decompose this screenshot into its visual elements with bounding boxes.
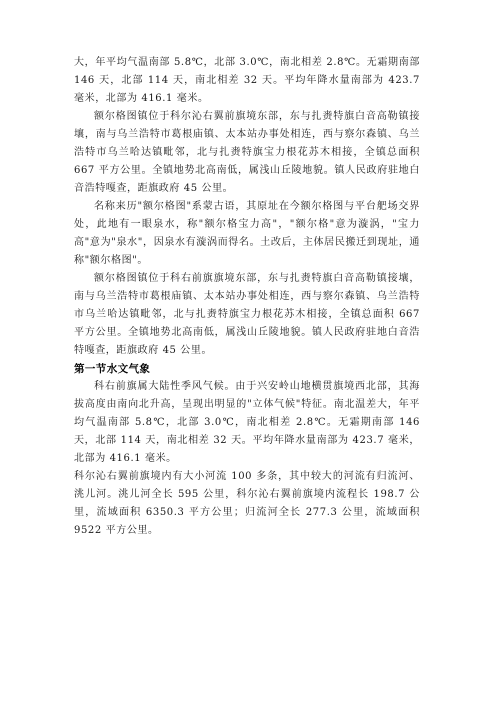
paragraph-ergetu-location: 额尔格图镇位于科尔沁右翼前旗境东部，东与扎赉特旗白音高勒镇接壤，南与乌兰浩特市葛根庙镇、太本站办事处相连，西与察尔森镇、乌兰浩特市乌兰哈达镇毗邻，北与扎赉特旗宝力根花苏木相接，全镇总面积 667 平方公里。全镇地势北高南低，属浅山丘陵地貌。镇人民政府驻地白音浩特嘎查，距旗政府 45 公里。 [74,111,420,194]
paragraph-rivers: 科尔沁右翼前旗境内有大小河流 100 多条，其中较大的河流有归流河、洮儿河。洮儿河全长 595 公里，科尔沁右翼前旗境内流程长 198.7 公里，流域面积 6350.3 平方公里；归流河全长 277.3 公里，流域面积 9522 平方公里。 [74,471,420,536]
paragraph-climate: 科右前旗属大陆性季风气候。由于兴安岭山地横贯旗境西北部，其海拔高度由南向北升高，呈现出明显的"立体气候"特征。南北温差大，年平均气温南部 5.8℃，北部 3.0℃，南北相差 2.8℃。无霜期南部 146 天，北部 114 天，南北相差 32 天。平均年降水量南部为 423.7 毫米，北部为 416.1 毫米。 [74,381,420,464]
section-heading: 第一节水文气象 [74,363,151,375]
paragraph-climate-continued: 大，年平均气温南部 5.8℃，北部 3.0℃，南北相差 2.8℃。无霜期南部 146 天，北部 114 天，南北相差 32 天。平均年降水量南部为 423.7 毫米，北部为 416.1 毫米。 [74,57,420,104]
paragraph-name-origin: 名称来历"额尔格图"系蒙古语，其原址在今额尔格图与平台舥场交界处，此地有一眼泉水，称"额尔格宝力高"，"额尔格"意为漩涡，"宝力高"意为"泉水"，因泉水有漩涡而得名。土改后，主体居民搬迁到现址，通称"额尔格图"。 [74,201,420,266]
paragraph-ergetu-location-repeat: 额尔格图镇位于科右前旗旗境东部，东与扎赉特旗白音高勒镇接壤，南与乌兰浩特市葛根庙镇、太本站办事处相连，西与察尔森镇、乌兰浩特市乌兰哈达镇毗邻，北与扎赉特旗宝力根花苏木相接，全镇总面积 667 平方公里。全镇地势北高南低，属浅山丘陵地貌。镇人民政府驻地白音浩特嘎查，距旗政府 45 公里。 [74,273,420,356]
document-body [74,54,420,540]
